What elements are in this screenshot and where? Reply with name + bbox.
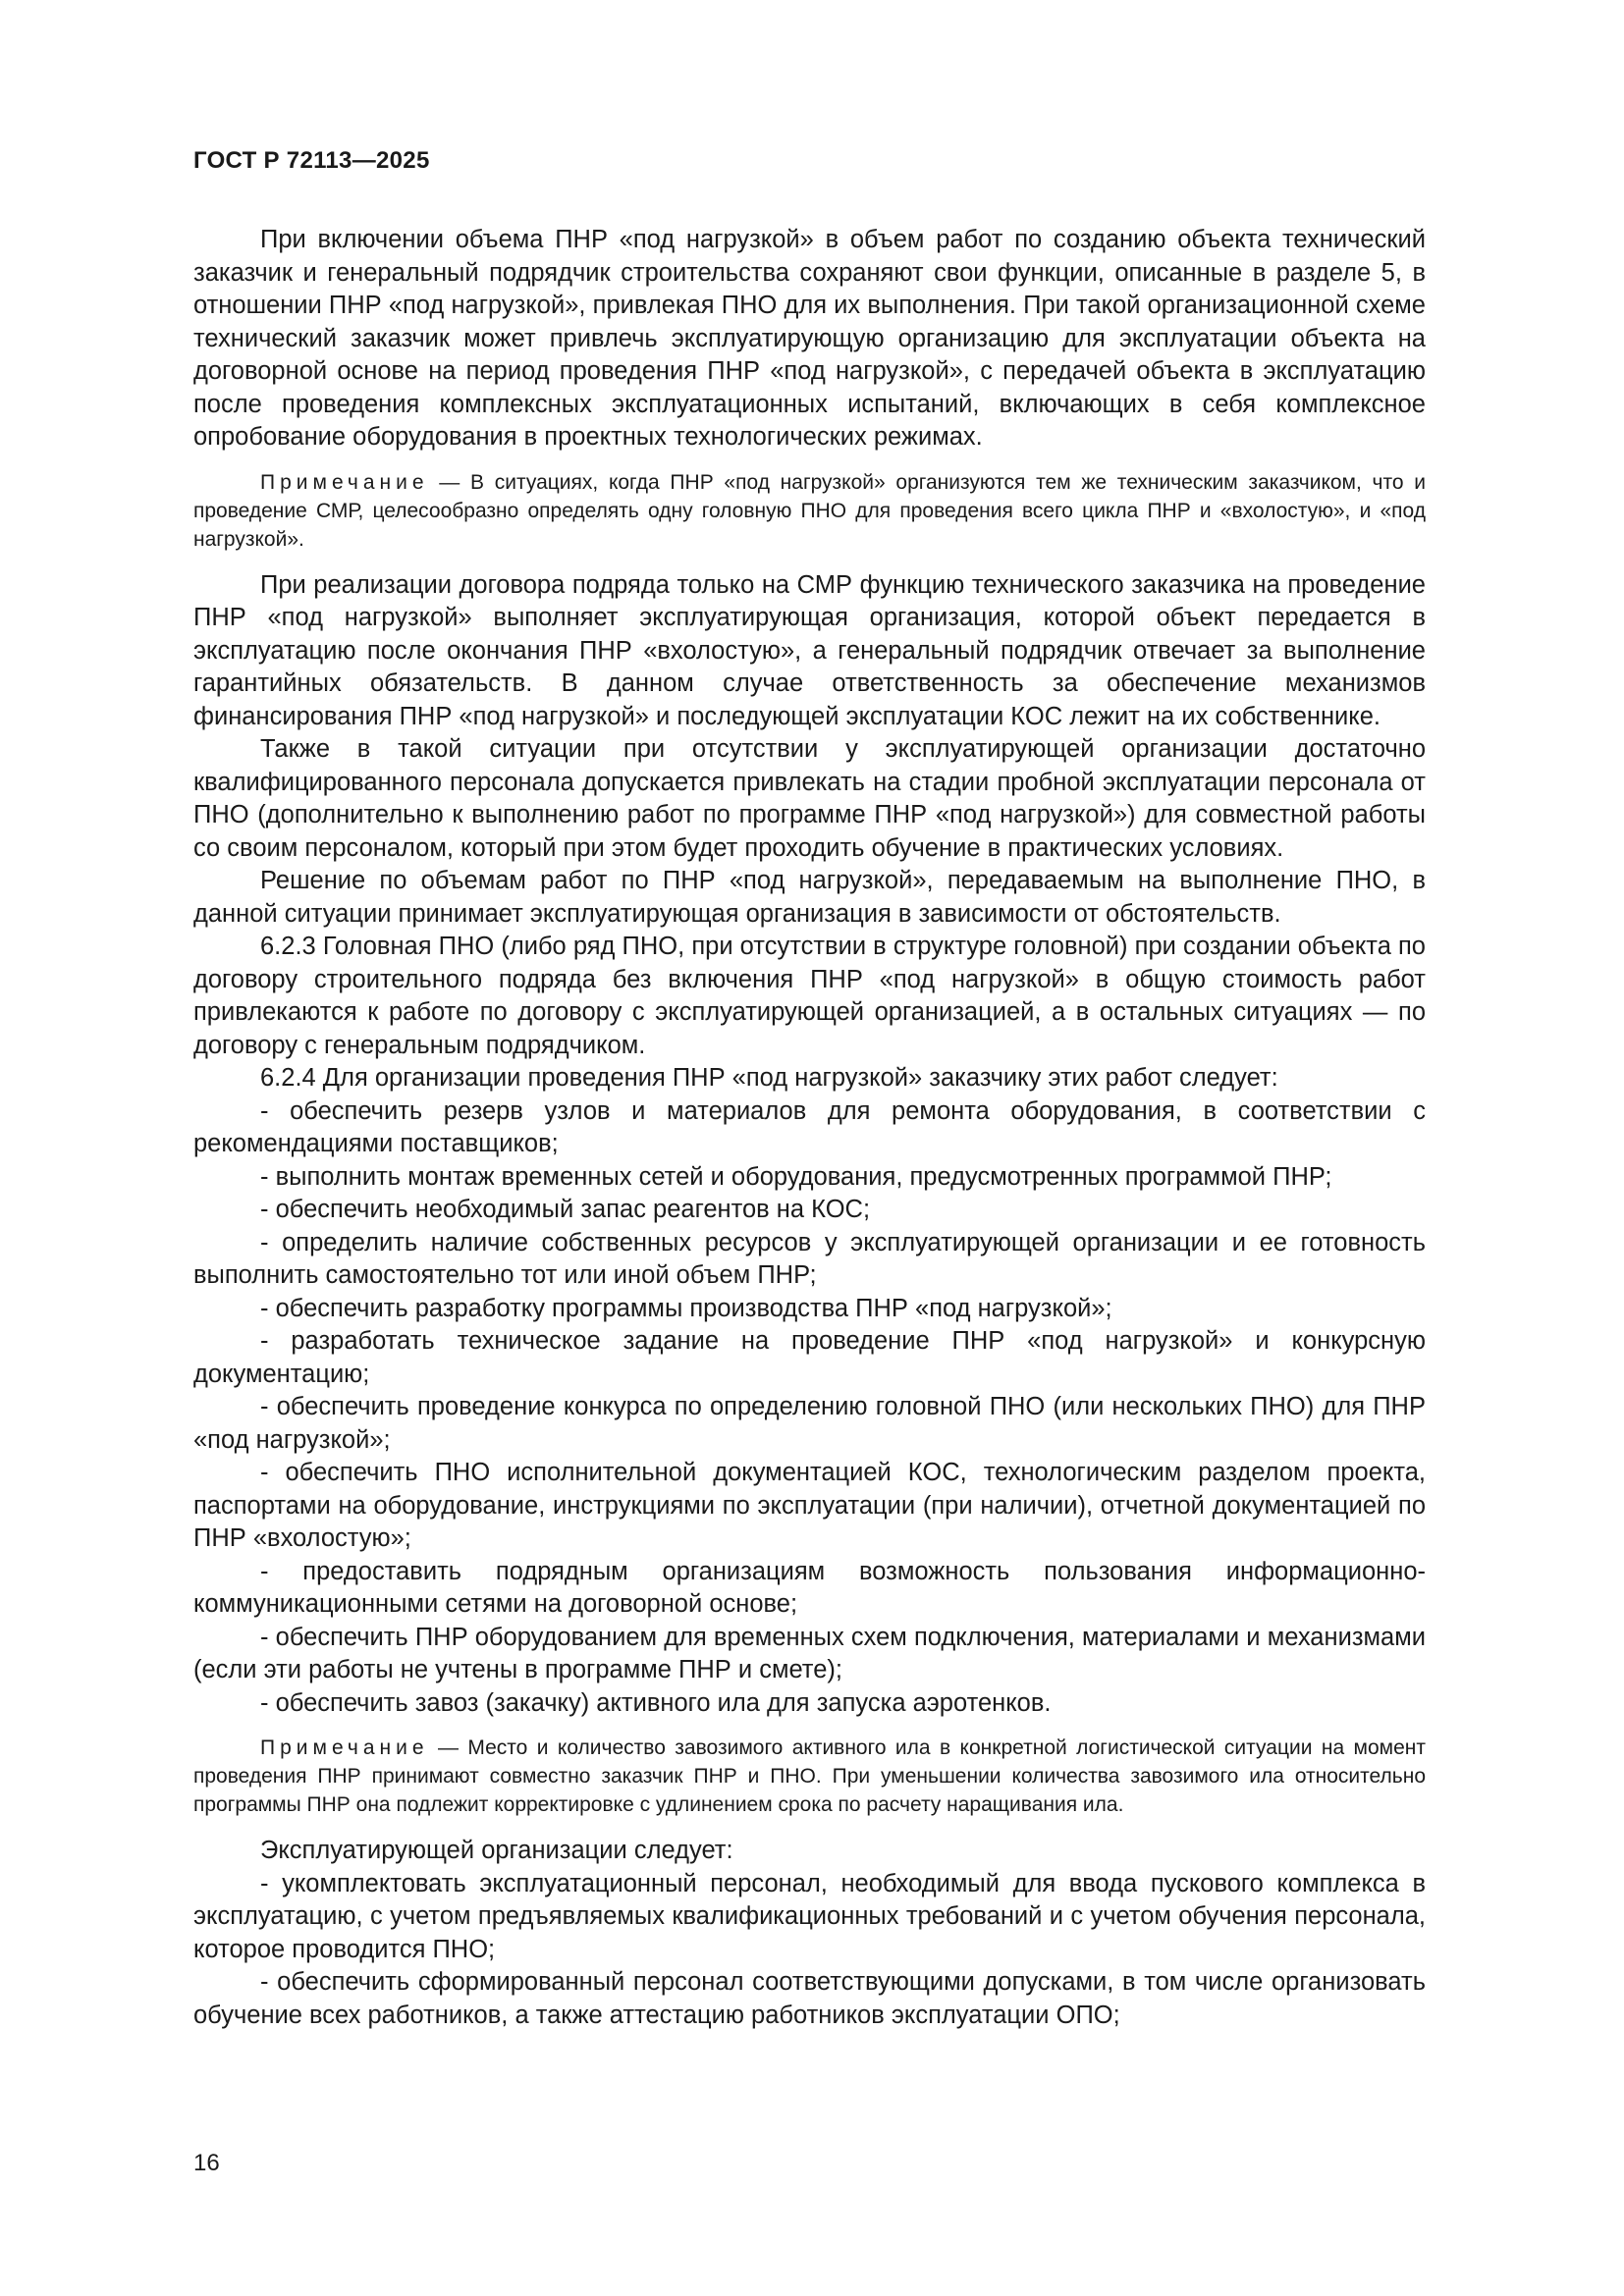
note: [193, 1734, 1426, 1819]
list-item: - обеспечить сформированный персонал соответствующими допусками, в том числе организовать обучение всех работников, а также аттестацию работников эксплуатации ОПО;: [193, 1968, 1426, 2029]
document-body: [193, 224, 1426, 2032]
document-header: ГОСТ Р 72113—2025: [193, 147, 430, 174]
clause-6-2-4: 6.2.4 Для организации проведения ПНР «под нагрузкой» заказчику этих работ следует:: [260, 1064, 1278, 1092]
note-label: Примечание: [260, 470, 429, 494]
list-item: - обеспечить разработку программы производства ПНР «под нагрузкой»;: [260, 1294, 1112, 1322]
list-item: - обеспечить ПНО исполнительной документацией КОС, технологическим разделом проекта, паспортами на оборудование, инструкциями по эксплуатации (при наличии), отчетной документацией по ПНР «вхолостую»;: [193, 1459, 1426, 1552]
note: [193, 468, 1426, 554]
list-item: - обеспечить необходимый запас реагентов на КОС;: [260, 1196, 871, 1223]
paragraph: При реализации договора подряда только на СМР функцию технического заказчика на проведение ПНР «под нагрузкой» выполняет эксплуатирующая организация, которой объект передается в эксплуатацию после окончания ПНР «вхолостую», а генеральный подрядчик отвечает за выполнение гарантийных обязательств. В данном случае ответственность за обеспечение механизмов финансирования ПНР «под нагрузкой» и последующей эксплуатации КОС лежит на их собственнике.: [193, 570, 1426, 730]
list-item: - предоставить подрядным организациям возможность пользования информационно-коммуникационными сетями на договорной основе;: [193, 1557, 1426, 1618]
paragraph: Решение по объемам работ по ПНР «под нагрузкой», передаваемым на выполнение ПНО, в данной ситуации принимает эксплуатирующая организация в зависимости от обстоятельств.: [193, 867, 1426, 928]
list-item: - выполнить монтаж временных сетей и оборудования, предусмотренных программой ПНР;: [260, 1162, 1332, 1191]
list-item: - обеспечить завоз (закачку) активного ила для запуска аэротенков.: [260, 1688, 1052, 1717]
list-item: - обеспечить проведение конкурса по определению головной ПНО (или нескольких ПНО) для ПНР «под нагрузкой»;: [193, 1393, 1426, 1454]
note-label: Примечание: [260, 1736, 429, 1759]
list-item: - обеспечить резерв узлов и материалов для ремонта оборудования, в соответствии с рекомендациями поставщиков;: [193, 1096, 1426, 1157]
paragraph: Также в такой ситуации при отсутствии у эксплуатирующей организации достаточно квалифицированного персонала допускается привлекать на стадии пробной эксплуатации персонала от ПНО (дополнительно к выполнению работ по программе ПНР «под нагрузкой») для совместной работы со своим персоналом, который при этом будет проходить обучение в практических условиях.: [193, 735, 1426, 862]
list-item: - укомплектовать эксплуатационный персонал, необходимый для ввода пускового комплекса в эксплуатацию, с учетом предъявляемых квалификационных требований и с учетом обучения персонала, которое проводится ПНО;: [193, 1869, 1426, 1963]
paragraph: При включении объема ПНР «под нагрузкой» в объем работ по созданию объекта технический заказчик и генеральный подрядчик строительства сохраняют свои функции, описанные в разделе 5, в отношении ПНР «под нагрузкой», привлекая ПНО для их выполнения. При такой организационной схеме технический заказчик может привлечь эксплуатирующую организацию для эксплуатации объекта на договорной основе на период проведения ПНР «под нагрузкой», с передачей объекта в эксплуатацию после проведения комплексных эксплуатационных испытаний, включающих в себя комплексное опробование оборудования в проектных технологических режимах.: [193, 226, 1426, 451]
note-text: — В ситуациях, когда ПНР «под нагрузкой» организуются тем же техническим заказчиком, что и проведение СМР, целесообразно определять одну головную ПНО для проведения всего цикла ПНР и «вхолостую», и «под нагрузкой».: [193, 470, 1426, 551]
list-item: - обеспечить ПНР оборудованием для временных схем подключения, материалами и механизмами (если эти работы не учтены в программе ПНР и смете);: [193, 1623, 1426, 1683]
list-item: - определить наличие собственных ресурсов у эксплуатирующей организации и ее готовность выполнить самостоятельно тот или иной объем ПНР;: [193, 1228, 1426, 1289]
list-item: - разработать техническое задание на проведение ПНР «под нагрузкой» и конкурсную документацию;: [193, 1327, 1426, 1388]
clause-6-2-3: 6.2.3 Головная ПНО (либо ряд ПНО, при отсутствии в структуре головной) при создании объекта по договору строительного подряда без включения ПНР «под нагрузкой» в общую стоимость работ привлекаются к работе по договору с эксплуатирующей организацией, а в остальных ситуациях — по договору с генеральным подрядчиком.: [193, 933, 1426, 1059]
note-text: — Место и количество завозимого активного ила в конкретной логистической ситуации на момент проведения ПНР принимают совместно заказчик ПНР и ПНО. При уменьшении количества завозимого ила относительно программы ПНР она подлежит корректировке с удлинением срока по расчету наращивания ила.: [193, 1736, 1426, 1816]
paragraph: Эксплуатирующей организации следует:: [260, 1837, 733, 1864]
page-number: 16: [193, 2150, 220, 2176]
